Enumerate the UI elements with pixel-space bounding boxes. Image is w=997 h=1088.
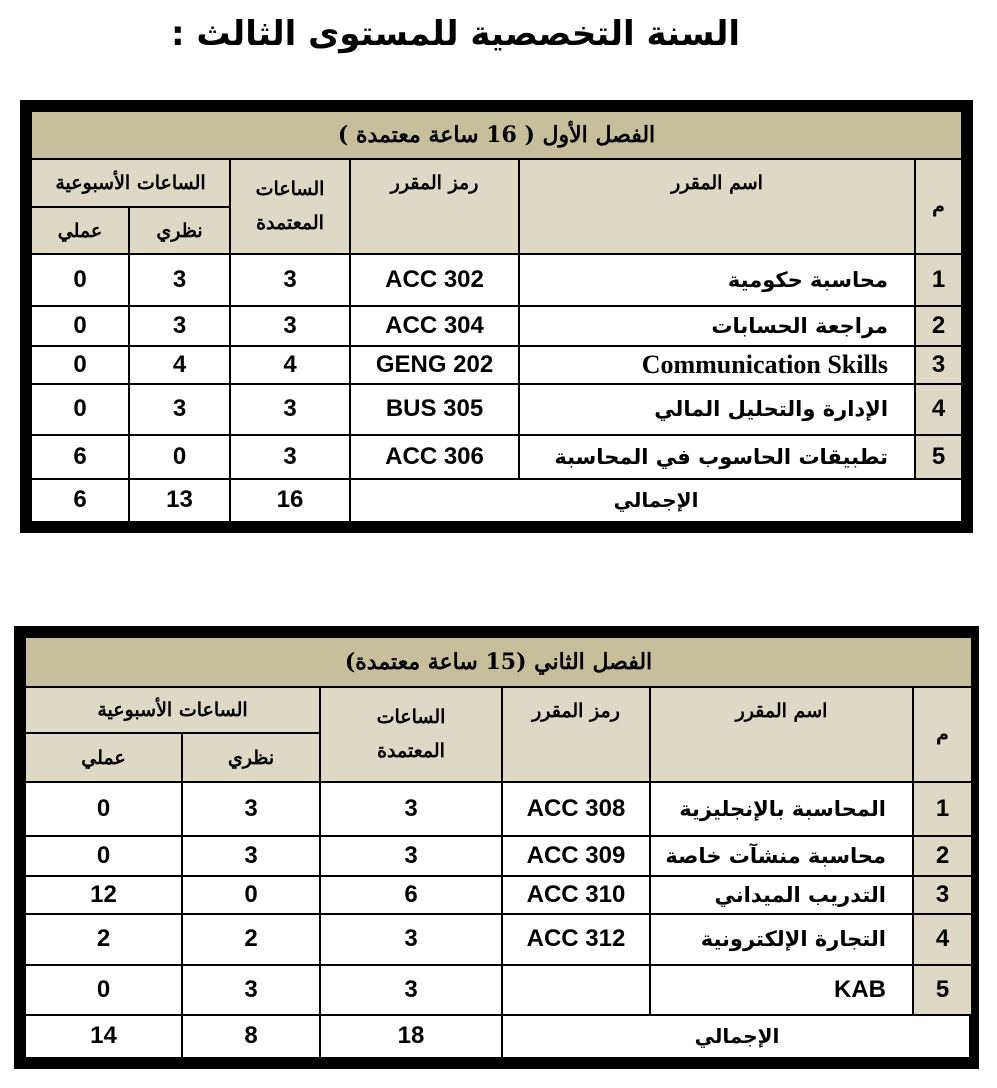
total-label: الإجمالي xyxy=(502,1015,972,1058)
course-name: التدريب الميداني xyxy=(650,876,913,914)
row-num: 3 xyxy=(913,876,972,914)
theory-hours: 4 xyxy=(129,346,230,384)
course-code: ACC 302 xyxy=(350,254,519,306)
course-code: BUS 305 xyxy=(350,384,519,434)
course-code: ACC 310 xyxy=(502,876,650,914)
course-name: مراجعة الحسابات xyxy=(519,306,915,346)
course-name: محاسبة حكومية xyxy=(519,254,915,306)
header-theory: نظري xyxy=(129,207,230,253)
credit-hours: 6 xyxy=(320,876,502,914)
total-credit-hours: 16 xyxy=(230,479,350,522)
header-credit-hours xyxy=(230,159,350,253)
semester-1-table xyxy=(30,110,963,523)
header-weekly-hours: الساعات الأسبوعية xyxy=(25,687,320,733)
header-theory: نظري xyxy=(182,733,320,781)
practical-hours: 0 xyxy=(31,384,129,434)
header-credit-hours-line2: المعتمدة xyxy=(377,740,445,763)
theory-hours: 3 xyxy=(129,384,230,434)
practical-hours: 6 xyxy=(31,435,129,479)
header-credit-hours xyxy=(320,687,502,781)
course-name: Communication Skills xyxy=(519,346,915,384)
table-row xyxy=(31,346,962,384)
theory-hours: 0 xyxy=(182,876,320,914)
page-title: السنة التخصصية للمستوى الثالث : xyxy=(171,14,740,54)
practical-hours: 0 xyxy=(31,254,129,306)
header-course-name: اسم المقرر xyxy=(519,159,915,253)
total-row xyxy=(31,479,962,522)
header-weekly-hours: الساعات الأسبوعية xyxy=(31,159,230,207)
header-credit-hours-line1: الساعات xyxy=(376,706,446,729)
theory-hours: 3 xyxy=(129,306,230,346)
header-course-code: رمز المقرر xyxy=(502,687,650,781)
total-practical-hours: 6 xyxy=(31,479,129,522)
row-num: 2 xyxy=(913,836,972,876)
practical-hours: 0 xyxy=(31,346,129,384)
credit-hours: 3 xyxy=(230,384,350,434)
table-row xyxy=(31,384,962,434)
table-row xyxy=(31,306,962,346)
theory-hours: 3 xyxy=(182,782,320,836)
table-row xyxy=(25,914,972,964)
total-practical-hours: 14 xyxy=(25,1015,182,1058)
course-code: ACC 306 xyxy=(350,435,519,479)
table-row xyxy=(25,965,972,1015)
course-code: GENG 202 xyxy=(350,346,519,384)
semester-2-table xyxy=(24,636,973,1059)
practical-hours: 0 xyxy=(25,965,182,1015)
credit-hours: 3 xyxy=(230,306,350,346)
course-name: محاسبة منشآت خاصة xyxy=(650,836,913,876)
semester-1-frame xyxy=(20,100,973,533)
table-row xyxy=(25,876,972,914)
header-num: م xyxy=(915,159,962,253)
row-num: 3 xyxy=(915,346,962,384)
total-credit-hours: 18 xyxy=(320,1015,502,1058)
course-code xyxy=(502,965,650,1015)
course-code: ACC 312 xyxy=(502,914,650,964)
row-num: 4 xyxy=(915,384,962,434)
theory-hours: 2 xyxy=(182,914,320,964)
course-name: الإدارة والتحليل المالي xyxy=(519,384,915,434)
header-credit-hours-line2: المعتمدة xyxy=(256,212,324,235)
table-row xyxy=(31,435,962,479)
credit-hours: 3 xyxy=(230,435,350,479)
theory-hours: 3 xyxy=(129,254,230,306)
row-num: 5 xyxy=(915,435,962,479)
credit-hours: 4 xyxy=(230,346,350,384)
credit-hours: 3 xyxy=(320,914,502,964)
credit-hours: 3 xyxy=(230,254,350,306)
header-practical: عملي xyxy=(31,207,129,253)
theory-hours: 3 xyxy=(182,965,320,1015)
credit-hours: 3 xyxy=(320,836,502,876)
credit-hours: 3 xyxy=(320,965,502,1015)
practical-hours: 2 xyxy=(25,914,182,964)
header-practical: عملي xyxy=(25,733,182,781)
course-name: التجارة الإلكترونية xyxy=(650,914,913,964)
header-num: م xyxy=(913,687,972,781)
row-num: 4 xyxy=(913,914,972,964)
row-num: 1 xyxy=(915,254,962,306)
semester-title: الفصل الأول ( 16 ساعة معتمدة ) xyxy=(31,111,962,159)
course-name: المحاسبة بالإنجليزية xyxy=(650,782,913,836)
practical-hours: 0 xyxy=(31,306,129,346)
table-row xyxy=(31,254,962,306)
course-name: KAB xyxy=(650,965,913,1015)
table-row xyxy=(25,782,972,836)
semester-title: الفصل الثاني (15 ساعة معتمدة) xyxy=(25,637,972,687)
row-num: 2 xyxy=(915,306,962,346)
total-label: الإجمالي xyxy=(350,479,962,522)
theory-hours: 3 xyxy=(182,836,320,876)
total-theory-hours: 8 xyxy=(182,1015,320,1058)
theory-hours: 0 xyxy=(129,435,230,479)
practical-hours: 12 xyxy=(25,876,182,914)
credit-hours: 3 xyxy=(320,782,502,836)
header-course-name: اسم المقرر xyxy=(650,687,913,781)
course-code: ACC 308 xyxy=(502,782,650,836)
course-code: ACC 304 xyxy=(350,306,519,346)
course-name: تطبيقات الحاسوب في المحاسبة xyxy=(519,435,915,479)
header-credit-hours-line1: الساعات xyxy=(255,178,325,201)
total-theory-hours: 13 xyxy=(129,479,230,522)
row-num: 5 xyxy=(913,965,972,1015)
practical-hours: 0 xyxy=(25,836,182,876)
header-course-code: رمز المقرر xyxy=(350,159,519,253)
row-num: 1 xyxy=(913,782,972,836)
course-code: ACC 309 xyxy=(502,836,650,876)
semester-2-frame xyxy=(14,626,979,1069)
practical-hours: 0 xyxy=(25,782,182,836)
total-row xyxy=(25,1015,972,1058)
table-row xyxy=(25,836,972,876)
